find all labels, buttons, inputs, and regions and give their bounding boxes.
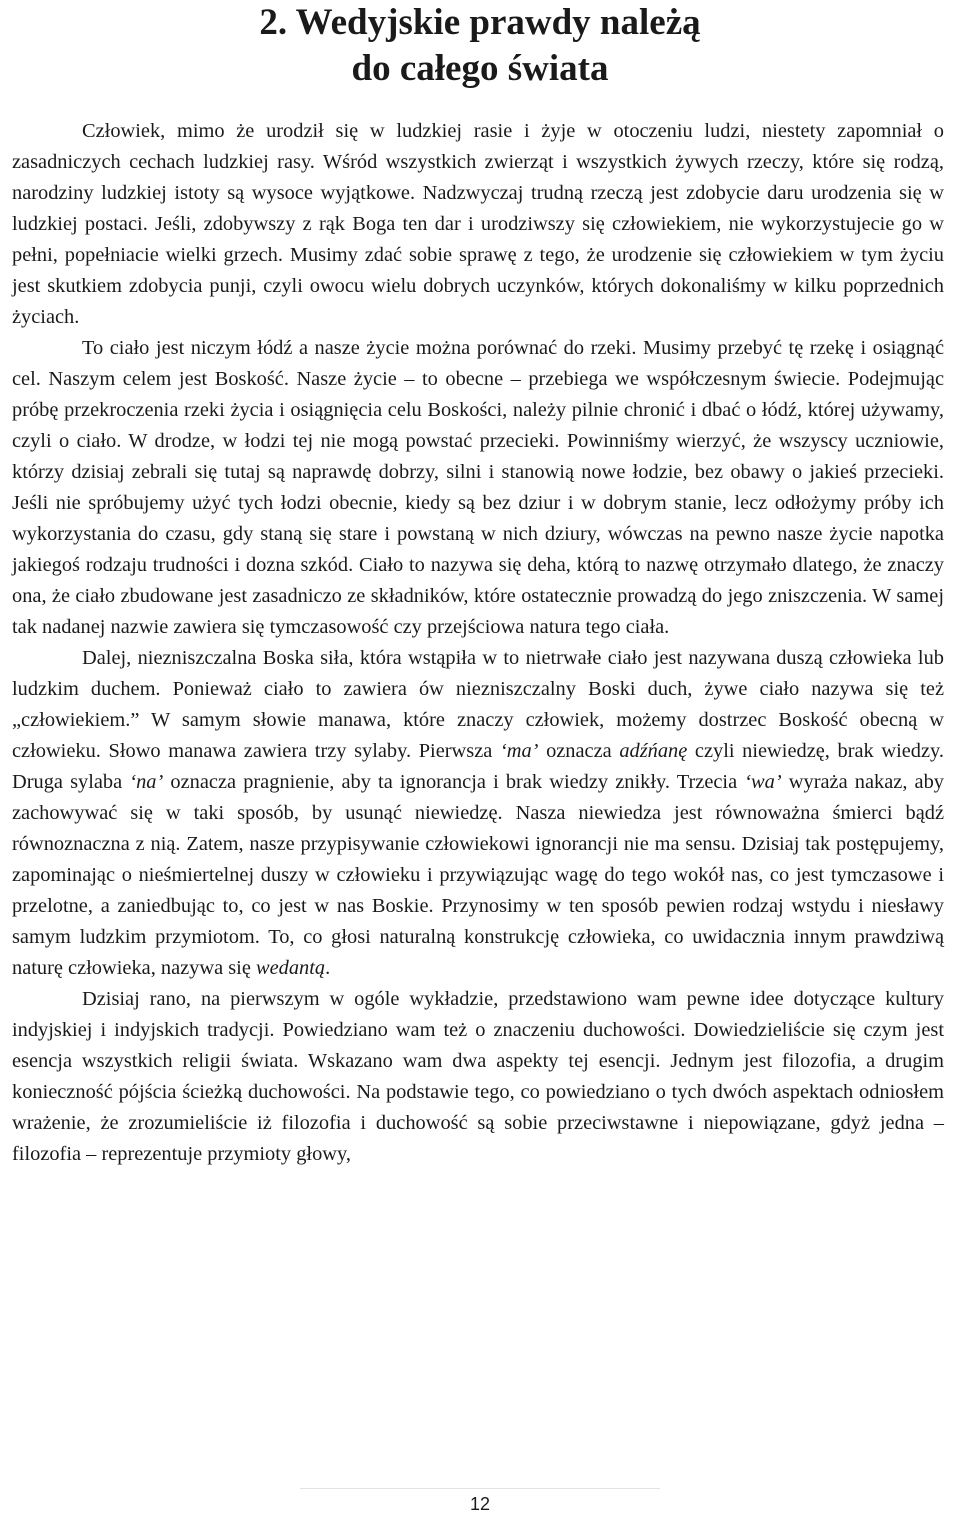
emphasized-term: wedantą: [256, 957, 326, 979]
paragraph: [12, 984, 944, 1170]
paragraph-text: Człowiek, mimo że urodził się w ludzkiej rasie i żyje w otoczeniu ludzi, niestety zapomniał o zasadniczych cechach ludzkiej rasy. Wśród wszystkich zwierząt i wszystkich żywych rzeczy, które się rodzą, narodziny ludzkiej istoty są wysoce wyjątkowe. Nadzwyczaj trudną rzeczą jest zdobycie daru urodzenia się w ludzkiej postaci. Jeśli, zdobywszy z rąk Boga ten dar i urodziwszy się człowiekiem, nie wykorzystujecie go w pełni, popełniacie wielki grzech. Musimy zdać sobie sprawę z tego, że urodzenie się człowiekiem w tym życiu jest skutkiem zdobycia punji, czyli owocu wielu dobrych uczynków, których dokonaliśmy w kilku poprzednich życiach.: [12, 120, 944, 328]
emphasized-term: ‘ma’: [499, 740, 539, 762]
paragraph: [12, 116, 944, 333]
chapter-title-line-2: do całego świata: [351, 48, 609, 89]
paragraph-text: oznacza pragnienie, aby ta ignorancja i brak wiedzy znikły. Trzecia: [163, 771, 745, 793]
paragraph-text: Dalej, niezniszczalna Boska siła, która wstąpiła w to nietrwałe ciało jest nazywana duszą człowieka lub ludzkim duchem. Ponieważ ciało to zawiera ów niezniszczalny Boski duch, żywe ciało nazywa się też „człowiekiem.” W samym słowie manawa, które znaczy człowiek, możemy dostrzec Boskość obecną w człowieku. Słowo manawa zawiera trzy sylaby. Pierwsza: [12, 647, 944, 762]
paragraph-text: wyraża nakaz, aby zachowywać się w taki sposób, by usunąć niewiedzę. Nasza niewiedza jest równoważna śmierci bądź równoznaczna z nią. Zatem, nasze przypisywanie człowiekowi ignorancji nie ma sensu. Dzisiaj tak postępujemy, zapominając o nieśmiertelnej duszy w człowieku i przywiązując wagę do tego wokół nas, co jest tymczasowe i przelotne, a zaniedbując to, co jest w nas Boskie. Przynosimy w ten sposób pewien rodzaj wstydu i niesławy samym ludzkim przymiotom. To, co głosi naturalną konstrukcję człowieka, co uwidacznia innym prawdziwą naturę człowieka, nazywa się: [12, 771, 944, 979]
emphasized-term: ‘wa’: [744, 771, 782, 793]
paragraph-text: oznacza: [538, 740, 620, 762]
chapter-title: [0, 0, 960, 92]
paragraph: [12, 643, 944, 984]
chapter-title-line-1: 2. Wedyjskie prawdy należą: [259, 2, 701, 43]
body-text: [12, 116, 944, 1170]
paragraph-text: To ciało jest niczym łódź a nasze życie można porównać do rzeki. Musimy przebyć tę rzekę i osiągnąć cel. Naszym celem jest Boskość. Nasze życie – to obecne – przebiega we współczesnym świecie. Podejmując próbę przekroczenia rzeki życia i osiągnięcia celu Boskości, należy pilnie chronić i dbać o łódź, której używamy, czyli o ciało. W drodze, w łodzi tej nie mogą powstać przecieki. Powinniśmy wierzyć, że wszyscy uczniowie, którzy dzisiaj zebrali się tutaj są naprawdę dobrzy, silni i stanowią nowe łodzie, bez obawy o jakieś przecieki. Jeśli nie spróbujemy użyć tych łodzi obecnie, kiedy są bez dziur i w dobrym stanie, lecz odłożymy próby ich wykorzystania do czasu, gdy staną się stare i powstaną w nich dziury, wówczas na pewno nasze życie napotka jakiegoś rodzaju trudności i dozna szkód. Ciało to nazywa się deha, którą to nazwę otrzymało dlatego, że znaczy ona, że ciało zbudowane jest zasadniczo ze składników, które ostatecznie prowadzą do jego zniszczenia. W samej tak nadanej nazwie zawiera się tymczasowość czy przejściowa natura tego ciała.: [12, 337, 944, 638]
paragraph: [12, 333, 944, 643]
paragraph-text: .: [325, 957, 331, 979]
paragraph-text: czyli niewiedzę, brak wiedzy. Druga sylaba: [12, 740, 945, 793]
paragraph-text: Dzisiaj rano, na pierwszym w ogóle wykładzie, przedstawiono wam pewne idee dotyczące kultury indyjskiej i indyjskich tradycji. Powiedziano wam też o znaczeniu duchowości. Dowiedzieliście się czym jest esencja wszystkich religii świata. Wskazano wam dwa aspekty tej esencji. Jednym jest filozofia, a drugim konieczność pójścia ścieżką duchowości. Na podstawie tego, co powiedziano o tych dwóch aspektach odniosłem wrażenie, że zrozumieliście iż filozofia i duchowość są sobie przeciwstawne i niepowiązane, gdyż jedna – filozofia – reprezentuje przymioty głowy,: [12, 988, 944, 1165]
page-number: 12: [469, 1494, 491, 1514]
emphasized-term: adźńanę: [619, 740, 688, 762]
footer-divider: [300, 1488, 660, 1489]
emphasized-term: ‘na’: [129, 771, 164, 793]
